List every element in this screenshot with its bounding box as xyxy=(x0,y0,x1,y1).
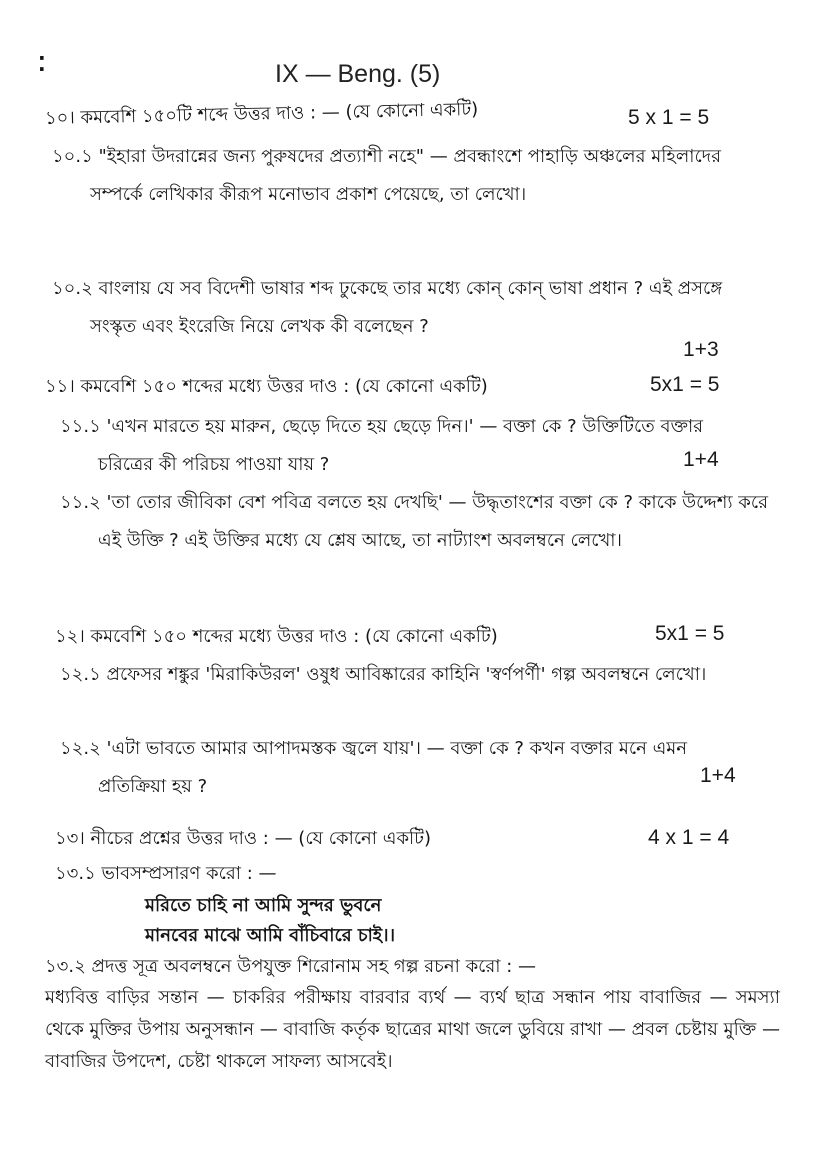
question-11-1: ১১.১ 'এখন মারতে হয় মারুন, ছেড়ে দিতে হয় ছেড়ে দিন।' — বক্তা কে ? উক্তিটিতে বক্তার চরিত্রের কী পরিচয় পাওয়া যায় ? xyxy=(60,416,704,475)
question-12-1: ১২.১ প্রফেসর শঙ্কুর 'মিরাকিউরল' ওষুধ আবিষ্কারের কাহিনি 'স্বর্ণপর্ণী' গল্প অবলম্বনে লেখো। xyxy=(60,664,707,685)
question-13-marks: 4 x 1 = 4 xyxy=(648,826,730,849)
question-10-2: ১০.২ বাংলায় যে সব বিদেশী ভাষার শব্দ ঢুকেছে তার মধ্যে কোন্ কোন্ ভাষা প্রধান ? এই প্রসঙ্গে সংস্কৃত এবং ইংরেজি নিয়ে লেখক কী বলেছেন ? xyxy=(52,278,723,337)
poem-line-1: মরিতে চাহি না আমি সুন্দর ভুবনে xyxy=(145,895,382,916)
scan-mark: ⁚ xyxy=(38,52,46,76)
page-title: IX — Beng. (5) xyxy=(275,60,441,88)
question-13-2: ১৩.২ প্রদত্ত সূত্র অবলম্বনে উপযুক্ত শিরোনাম সহ গল্প রচনা করো : — xyxy=(45,956,537,977)
question-12-2-marks: 1+4 xyxy=(700,764,736,787)
question-10-marks: 5 x 1 = 5 xyxy=(628,106,710,129)
question-13-heading: ১৩। নীচের প্রশ্নের উত্তর দাও : — (যে কোনো একটি) xyxy=(55,828,432,849)
question-10-1: ১০.১ "ইহারা উদরান্নের জন্য পুরুষদের প্রত্যাশী নহে" — প্রবন্ধাংশে পাহাড়ি অঞ্চলের মহিলাদের সম্পর্কে লেখিকার কীরূপ মনোভাব প্রকাশ পেয়েছে, তা লেখো। xyxy=(52,146,722,205)
question-12-2: ১২.২ 'এটা ভাবতে আমার আপাদমস্তক জ্বলে যায়'। — বক্তা কে ? কখন বক্তার মনে এমন প্রতিক্রিয়া হয় ? xyxy=(60,738,688,797)
question-11-2: ১১.২ 'তা তোর জীবিকা বেশ পবিত্র বলতে হয় দেখছি' — উদ্ধৃতাংশের বক্তা কে ? কাকে উদ্দেশ্য করে এই উক্তি ? এই উক্তির মধ্যে যে শ্লেষ আছে, তা নাট্যাংশ অবলম্বনে লেখো। xyxy=(60,492,769,551)
question-11-1-marks: 1+4 xyxy=(683,448,719,471)
question-10-heading: ১০। কমবেশি ১৫০টি শব্দে উত্তর দাও : — (যে কোনো একটি) xyxy=(44,98,479,129)
question-12-heading: ১২। কমবেশি ১৫০ শব্দের মধ্যে উত্তর দাও : (যে কোনো একটি) xyxy=(55,626,498,647)
question-10-2-marks: 1+3 xyxy=(683,338,719,361)
question-12-marks: 5x1 = 5 xyxy=(655,622,725,645)
story-outline: মধ্যবিত্ত বাড়ির সন্তান — চাকরির পরীক্ষায় বারবার ব্যর্থ — ব্যর্থ ছাত্র সন্ধান পায় বাবাজির — সমস্যা থেকে মুক্তির উপায় অনুসন্ধান — বাবাজি কর্তৃক ছাত্রের মাথা জলে ডুবিয়ে রাখা — প্রবল চেষ্টায় মুক্তি — বাবাজির উপদেশ, চেষ্টা থাকলে সাফল্য আসবেই। xyxy=(45,987,780,1072)
question-11-heading: ১১। কমবেশি ১৫০ শব্দের মধ্যে উত্তর দাও : (যে কোনো একটি) xyxy=(45,376,488,397)
question-11-marks: 5x1 = 5 xyxy=(650,373,720,396)
question-13-1: ১৩.১ ভাবসম্প্রসারণ করো : — xyxy=(55,863,277,884)
poem-line-2: মানবের মাঝে আমি বাঁচিবারে চাই।। xyxy=(145,925,396,946)
